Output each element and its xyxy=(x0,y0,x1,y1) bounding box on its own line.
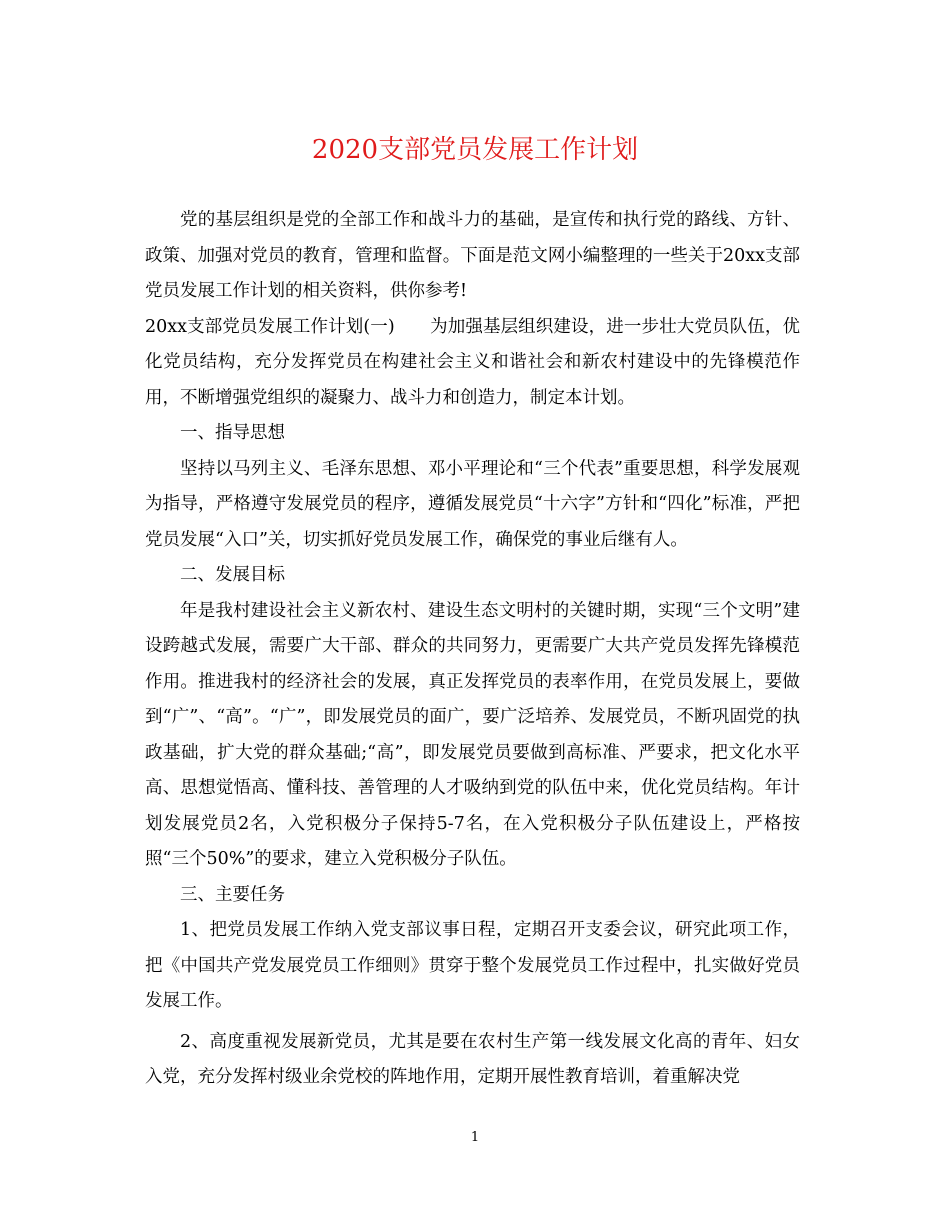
paragraph-development-goal: 年是我村建设社会主义新农村、建设生态文明村的关键时期，实现“三个文明”建设跨越式发展，需要广大干部、群众的共同努力，更需要广大共产党员发挥先锋模范作用。推进我村的经济社会的发展，真正发挥党员的表率作用，在党员发展上，要做到“广”、“高”。“广”，即发展党员的面广，要广泛培养、发展党员，不断巩固党的执政基础，扩大党的群众基础;“高”，即发展党员要做到高标准、严要求，把文化水平高、思想觉悟高、懂科技、善管理的人才吸纳到党的队伍中来，优化党员结构。年计划发展党员2名，入党积极分子保持5-7名，在入党积极分子队伍建设上，严格按照“三个50%”的要求，建立入党积极分子队伍。 xyxy=(145,600,800,869)
heading-guiding-thought: 一、指导思想 xyxy=(180,423,285,443)
document-body xyxy=(145,203,800,1096)
paragraph-task-one: 1、把党员发展工作纳入党支部议事日程，定期召开支委会议，研究此项工作，把《中国共产党发展党员工作细则》贯穿于整个发展党员工作过程中，扎实做好党员发展工作。 xyxy=(145,920,800,1011)
page-number: 1 xyxy=(470,1130,480,1145)
paragraph-plan-one: 20xx支部党员发展工作计划(一) 为加强基层组织建设，进一步壮大党员队伍，优化党员结构，充分发挥党员在构建社会主义和谐社会和新农村建设中的先锋模范作用，不断增强党组织的凝聚力、战斗力和创造力，制定本计划。 xyxy=(145,316,800,408)
paragraph-task-two: 2、高度重视发展新党员，尤其是要在农村生产第一线发展文化高的青年、妇女入党，充分发挥村级业余党校的阵地作用，定期开展性教育培训，着重解决党 xyxy=(145,1031,800,1087)
heading-development-goal: 二、发展目标 xyxy=(180,565,285,585)
paragraph-guiding-thought: 坚持以马列主义、毛泽东思想、邓小平理论和“三个代表”重要思想，科学发展观为指导，严格遵守发展党员的程序，遵循发展党员“十六字”方针和“四化”标准，严把党员发展“入口”关，切实抓好党员发展工作，确保党的事业后继有人。 xyxy=(145,458,800,550)
document-title: 2020支部党员发展工作计划 xyxy=(311,135,639,165)
heading-main-tasks: 三、主要任务 xyxy=(180,884,285,905)
paragraph-intro: 党的基层组织是党的全部工作和战斗力的基础，是宣传和执行党的路线、方针、政策、加强对党员的教育，管理和监督。下面是范文网小编整理的一些关于20xx支部党员发展工作计划的相关资料，供你参考! xyxy=(145,210,800,301)
